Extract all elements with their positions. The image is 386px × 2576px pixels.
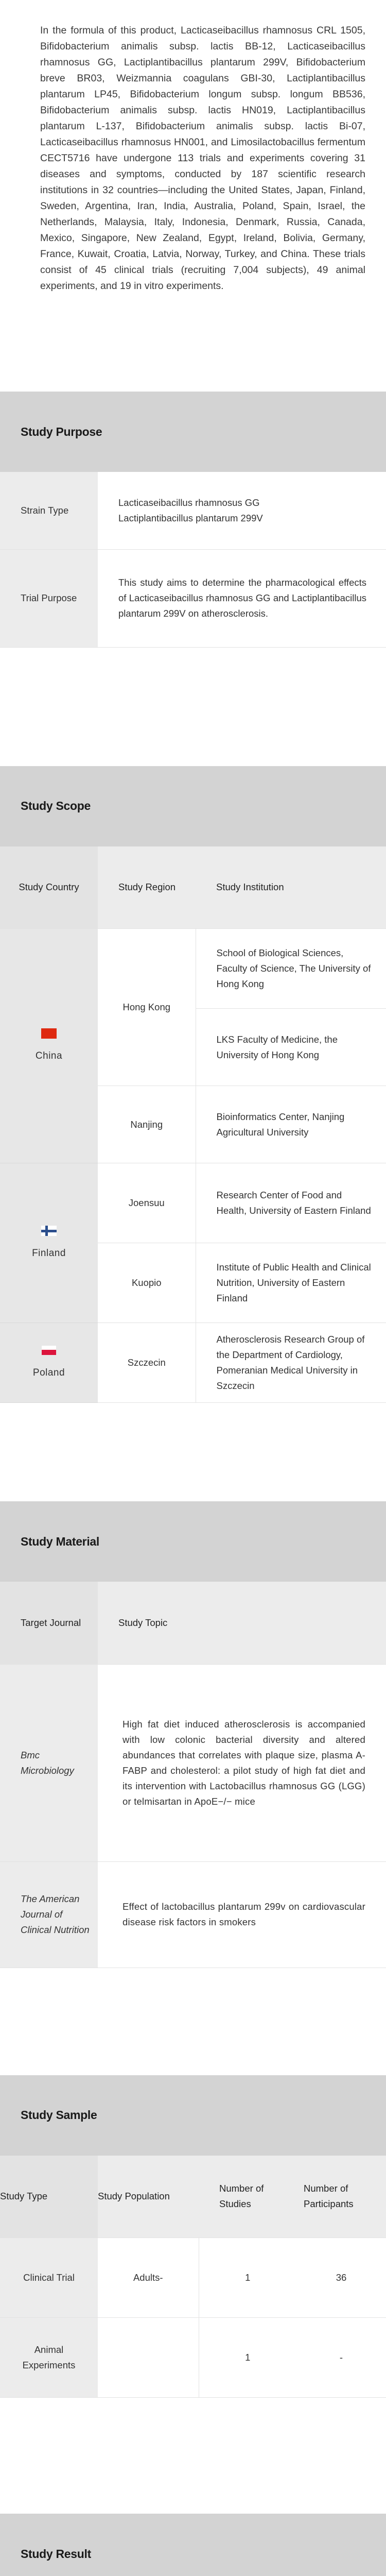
region-kuopio: Kuopio	[98, 1243, 196, 1323]
trial-purpose-label: Trial Purpose	[0, 549, 98, 647]
institution: School of Biological Sciences, Faculty of Science, The University of Hong Kong	[196, 929, 386, 1009]
study-topic: Effect of lactobacillus plantarum 299v on cardiovascular disease risk factors in smokers	[98, 1861, 386, 1968]
scope-row	[0, 1163, 386, 1243]
section-gap	[0, 2398, 386, 2514]
sample-row	[0, 2318, 386, 2398]
country-name: Finland	[32, 1247, 66, 1259]
study-population: Adults-	[98, 2238, 199, 2318]
study-type: Animal Experiments	[0, 2318, 98, 2398]
country-poland	[0, 1323, 98, 1403]
col-study-institution: Study Institution	[196, 846, 386, 929]
material-header-row	[0, 1582, 386, 1664]
study-material-header	[0, 1501, 386, 1582]
target-journal: The American Journal of Clinical Nutrition	[0, 1861, 98, 1968]
section-title: Study Material	[21, 1534, 100, 1548]
institution: Atherosclerosis Research Group of the Department of Cardiology, Pomeranian Medical University in Szczecin	[196, 1323, 386, 1403]
col-study-country: Study Country	[0, 846, 98, 929]
col-study-population: Study Population	[98, 2156, 199, 2238]
region-nanjing: Nanjing	[98, 1086, 196, 1163]
section-gap	[0, 648, 386, 766]
strain-type-label: Strain Type	[0, 472, 98, 549]
col-number-of-participants: Number of Participants	[296, 2156, 386, 2238]
material-row	[0, 1664, 386, 1861]
country-name: Poland	[32, 1367, 65, 1378]
intro-paragraph: In the formula of this product, Lacticaseibacillus rhamnosus CRL 1505, Bifidobacterium animalis subsp. lactis BB-12, Lacticaseibacillus rhamnosus GG, Lactiplantibacillus plantarum 299V, Bifidobacterium breve BR03, Weizmannia coagulans GBI-30, Lactiplantibacillus plantarum LP45, Bifidobacterium longum subsp. longum BB536, Bifidobacterium animalis subsp. lactis HN019, Lactiplantibacillus plantarum L-137, Bifidobacterium animalis subsp. lactis Bi-07, Lacticaseibacillus rhamnosus HN001, and Limosilactobacillus fermentum CECT5716 have undergone 113 trials and experiments covering 31 diseases and symptoms, conducted by 187 scientific research institutions in 32 countries—including the United States, Japan, Finland, Sweden, Argentina, Iran, India, Australia, Poland, Spain, Israel, the Netherlands, Malaysia, Italy, Indonesia, Denmark, Russia, Canada, Mexico, Singapore, New Zealand, Egypt, Ireland, Bolivia, Germany, France, Kuwait, Croatia, Latvia, Norway, Turkey, and China. These trials consist of 45 clinical trials (recruiting 7,004 subjects), 49 animal experiments, and 19 in vitro experiments.	[40, 25, 365, 292]
region-szczecin: Szczecin	[98, 1323, 196, 1403]
number-of-participants: -	[296, 2318, 386, 2398]
col-number-of-studies: Number of Studies	[199, 2156, 296, 2238]
col-study-type: Study Type	[0, 2156, 98, 2238]
institution: LKS Faculty of Medicine, the University of Hong Kong	[196, 1009, 386, 1086]
section-gap	[0, 1968, 386, 2075]
trial-purpose-value: This study aims to determine the pharmacological effects of Lacticaseibacillus rhamnosus GG and Lactiplantibacillus plantarum 299V on atherosclerosis.	[98, 549, 386, 647]
china-flag-icon	[41, 1028, 57, 1039]
poland-flag-icon	[41, 1345, 57, 1355]
section-title: Study Result	[21, 2547, 91, 2561]
target-journal: Bmc Microbiology	[0, 1664, 98, 1861]
study-sample-table	[0, 2156, 386, 2398]
institution: Bioinformatics Center, Nanjing Agricultural University	[196, 1086, 386, 1163]
section-title: Study Sample	[21, 2108, 97, 2122]
study-scope-header	[0, 766, 386, 846]
col-study-region: Study Region	[98, 846, 196, 929]
country-name: China	[35, 1050, 63, 1061]
finland-flag-icon	[41, 1226, 57, 1236]
strain-line: Lacticaseibacillus rhamnosus GG	[118, 497, 260, 508]
col-target-journal: Target Journal	[0, 1582, 98, 1664]
section-title: Study Purpose	[21, 425, 102, 438]
country-china	[0, 929, 98, 1163]
section-title: Study Scope	[21, 799, 91, 812]
material-row	[0, 1861, 386, 1968]
strain-type-row	[0, 472, 386, 549]
country-finland	[0, 1163, 98, 1323]
study-type: Clinical Trial	[0, 2238, 98, 2318]
study-purpose-header	[0, 392, 386, 472]
region-hong-kong: Hong Kong	[98, 929, 196, 1086]
section-gap	[0, 1403, 386, 1501]
strain-line: Lactiplantibacillus plantarum 299V	[118, 512, 263, 523]
study-material-table	[0, 1582, 386, 1968]
col-study-topic: Study Topic	[98, 1582, 386, 1664]
scope-row	[0, 929, 386, 1009]
number-of-participants: 36	[296, 2238, 386, 2318]
number-of-studies: 1	[199, 2238, 296, 2318]
trial-purpose-row	[0, 549, 386, 647]
study-population	[98, 2318, 199, 2398]
scope-row	[0, 1323, 386, 1403]
scope-header-row	[0, 846, 386, 929]
number-of-studies: 1	[199, 2318, 296, 2398]
study-sample-header	[0, 2075, 386, 2156]
study-scope-table	[0, 846, 386, 1403]
sample-row	[0, 2238, 386, 2318]
study-result-header	[0, 2514, 386, 2576]
study-topic: High fat diet induced atherosclerosis is accompanied with low colonic bacterial diversity and altered abundances that correlates with plaque size, plasma A-FABP and cholesterol: a pilot study of high fat diet and its intervention with Lactobacillus rhamnosus GG (LGG) or telmisartan in ApoE−/− mice	[98, 1664, 386, 1861]
study-purpose-table	[0, 472, 386, 648]
region-joensuu: Joensuu	[98, 1163, 196, 1243]
sample-header-row	[0, 2156, 386, 2238]
institution: Research Center of Food and Health, University of Eastern Finland	[196, 1163, 386, 1243]
strain-type-value	[98, 472, 386, 549]
institution: Institute of Public Health and Clinical Nutrition, University of Eastern Finland	[196, 1243, 386, 1323]
